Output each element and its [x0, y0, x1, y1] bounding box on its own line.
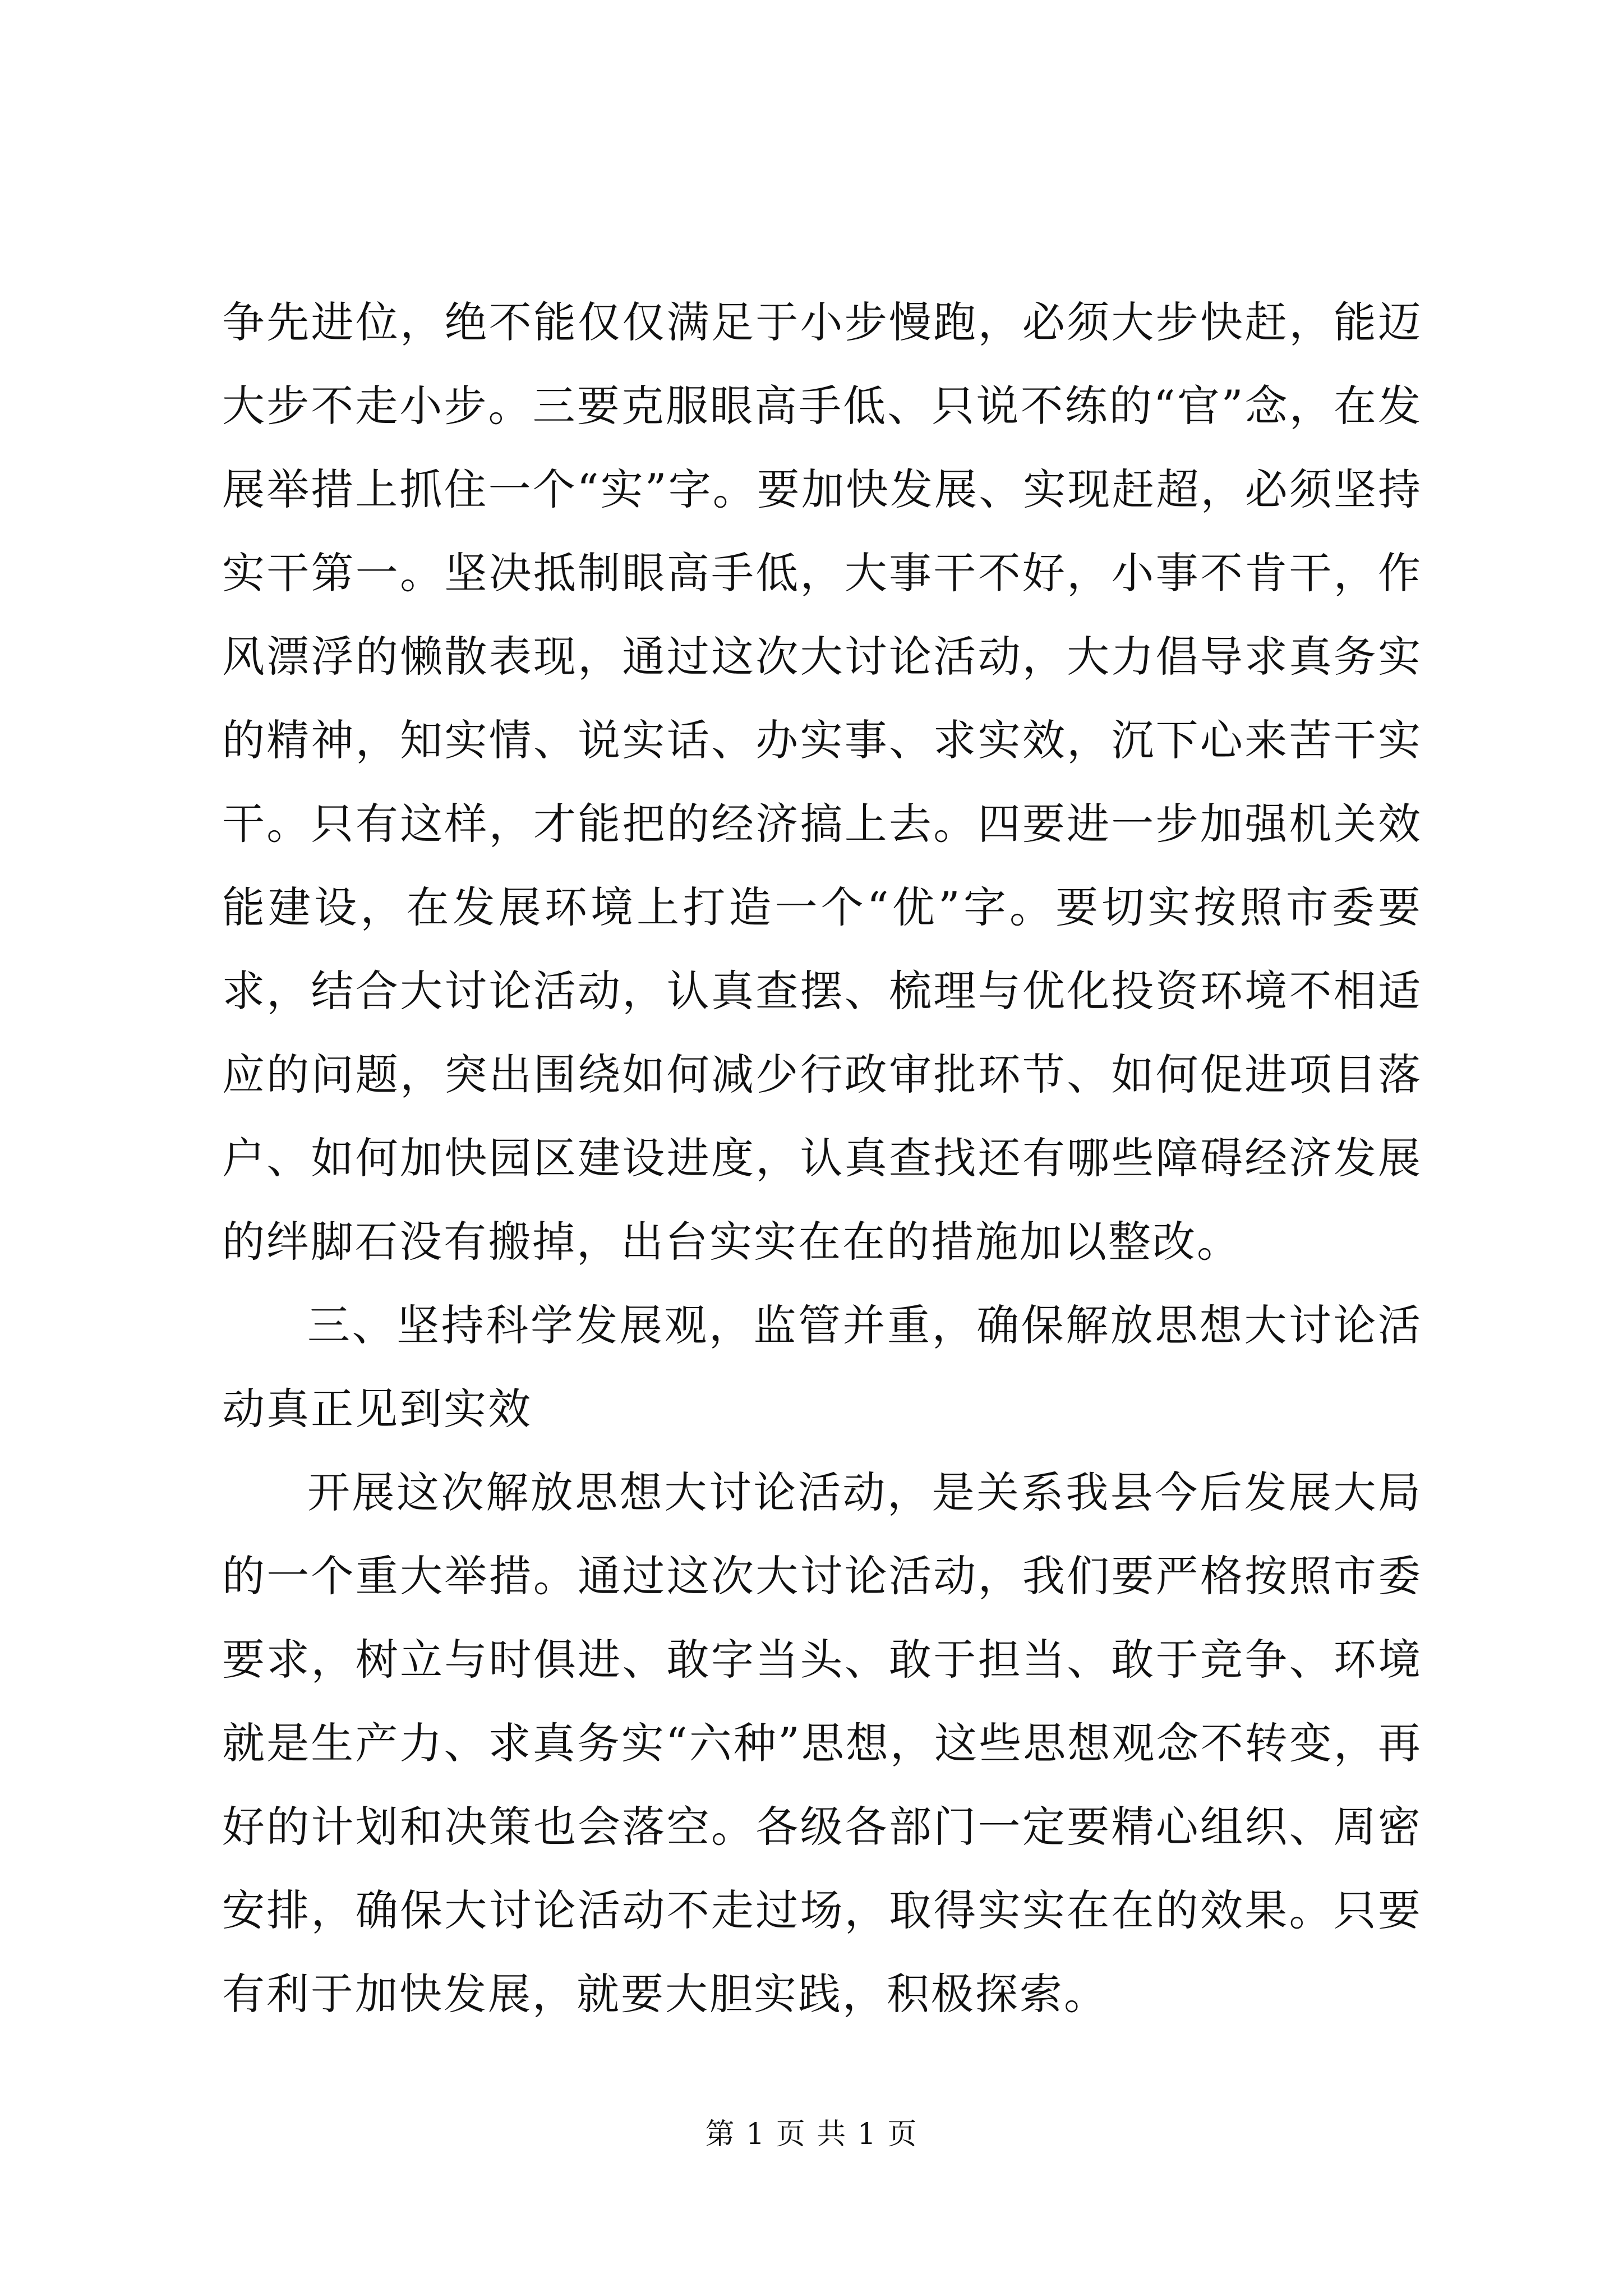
paragraph-continuation: 争先进位，绝不能仅仅满足于小步慢跑，必须大步快赶，能迈大步不走小步。三要克服眼高手低、只说不练的“官”念，在发展举措上抓住一个“实”字。要加快发展、实现赶超，必须坚持实干第一。坚决抵制眼高手低，大事干不好，小事不肯干，作风漂浮的懒散表现，通过这次大讨论活动，大力倡导求真务实的精神，知实情、说实话、办实事、求实效，沉下心来苦干实干。只有这样，才能把的经济搞上去。四要进一步加强机关效能建设，在发展环境上打造一个“优”字。要切实按照市委要求，结合大讨论活动，认真查摆、梳理与优化投资环境不相适应的问题，突出围绕如何减少行政审批环节、如何促进项目落户、如何加快园区建设进度，认真查找还有哪些障碍经济发展的绊脚石没有搬掉，出台实实在在的措施加以整改。	[222, 297, 1422, 1267]
section-heading: 三、坚持科学发展观，监管并重，确保解放思想大讨论活动真正见到实效	[222, 1300, 1422, 1434]
page-footer: 第 1 页 共 1 页	[705, 2118, 918, 2151]
paragraph: 开展这次解放思想大讨论活动，是关系我县今后发展大局的一个重大举措。通过这次大讨论活动，我们要严格按照市委要求，树立与时俱进、敢字当头、敢于担当、敢于竞争、环境就是生产力、求真务实“六种”思想，这些思想观念不转变，再好的计划和决策也会落空。各级各部门一定要精心组织、周密安排，确保大讨论活动不走过场，取得实实在在的效果。只要有利于加快发展，就要大胆实践，积极探索。	[222, 1467, 1422, 2019]
document-body	[222, 280, 1422, 2036]
